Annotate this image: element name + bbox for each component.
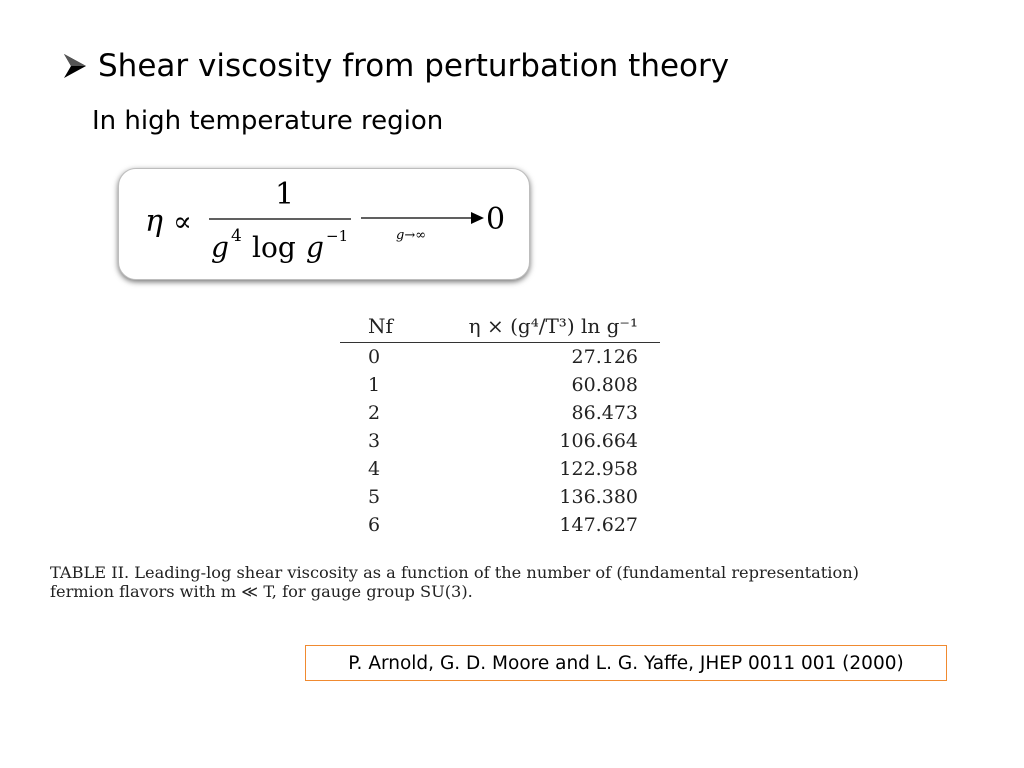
cell-nf: 1 xyxy=(368,374,381,396)
slide-title: Shear viscosity from perturbation theory xyxy=(98,48,730,84)
table-row xyxy=(340,511,660,539)
table-caption xyxy=(50,563,950,601)
cell-value: 27.126 xyxy=(571,346,638,368)
formula-propto: ∝ xyxy=(173,205,192,238)
formula-result: 0 xyxy=(486,202,506,237)
formula-exp4: 4 xyxy=(231,226,242,246)
table-row xyxy=(340,371,660,399)
caption-line-2: fermion flavors with m ≪ T, for gauge group SU(3). xyxy=(50,582,473,601)
header-nf: Nf xyxy=(368,314,393,338)
formula-exp-neg1: −1 xyxy=(326,227,349,245)
cell-nf: 0 xyxy=(368,346,381,368)
table-row xyxy=(340,427,660,455)
formula-svg xyxy=(119,169,529,279)
formula-box xyxy=(118,168,530,280)
formula-numerator: 1 xyxy=(275,177,295,212)
reference-text: P. Arnold, G. D. Moore and L. G. Yaffe, JHEP 0011 001 (2000) xyxy=(348,652,904,674)
cell-nf: 4 xyxy=(368,458,381,480)
formula-log: log xyxy=(252,231,296,264)
header-value: η × (g⁴/T³) ln g⁻¹ xyxy=(468,314,638,338)
limit-arrow-head xyxy=(471,212,484,224)
reference-box xyxy=(305,645,947,681)
cell-nf: 2 xyxy=(368,402,381,424)
formula-g: g xyxy=(211,231,229,264)
arrow-bullet-icon xyxy=(62,51,88,81)
table-row xyxy=(340,399,660,427)
cell-value: 147.627 xyxy=(559,514,638,536)
cell-value: 86.473 xyxy=(571,402,638,424)
caption-line-1: TABLE II. Leading-log shear viscosity as a function of the number of (fundamental representation) xyxy=(50,563,859,582)
table-row xyxy=(340,455,660,483)
title-bullet xyxy=(62,48,729,84)
cell-value: 136.380 xyxy=(559,486,638,508)
table-header xyxy=(340,310,660,343)
table-row xyxy=(340,483,660,511)
formula-limit: g→∞ xyxy=(396,228,427,243)
cell-value: 106.664 xyxy=(559,430,638,452)
cell-nf: 3 xyxy=(368,430,381,452)
cell-nf: 5 xyxy=(368,486,381,508)
table-row xyxy=(340,343,660,371)
cell-value: 122.958 xyxy=(559,458,638,480)
formula-eta: η xyxy=(145,204,163,239)
slide-subtitle: In high temperature region xyxy=(92,106,444,136)
cell-nf: 6 xyxy=(368,514,381,536)
viscosity-table xyxy=(340,310,660,539)
formula-g2: g xyxy=(306,231,324,264)
cell-value: 60.808 xyxy=(571,374,638,396)
